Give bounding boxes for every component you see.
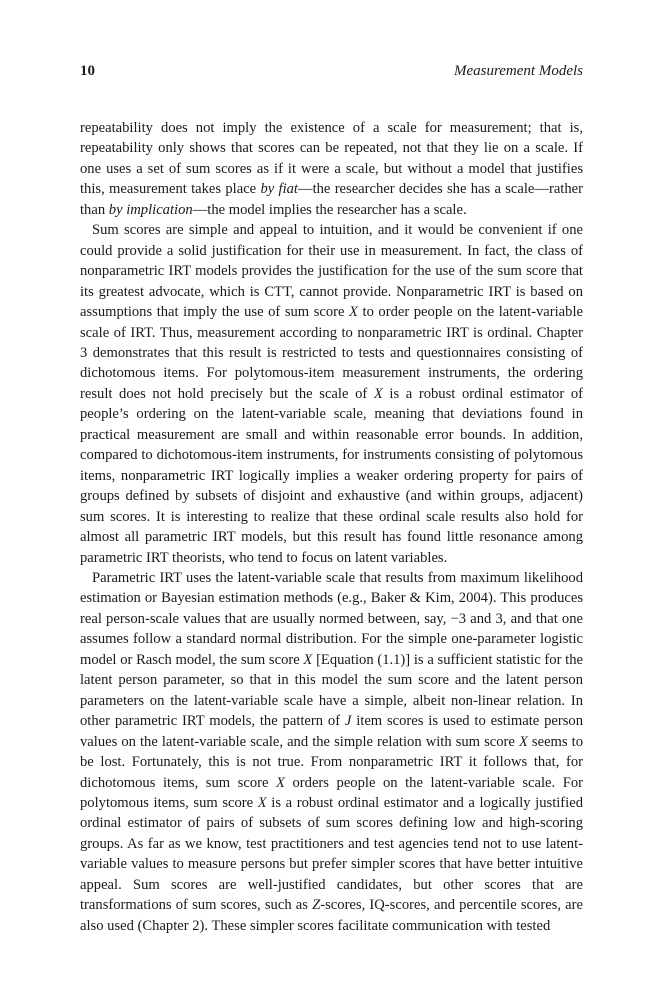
- body-text: [80, 118, 583, 936]
- italic-variable-x: X: [303, 651, 313, 668]
- paragraph-continuation: [80, 118, 583, 220]
- text-span: [Equation (1.1)] is a sufficient statistic for the latent person parameter, so that in this model the sum score and the latent person parameters on the latent-variable scale have a simple, albeit non-linear relation. In other parametric IRT models, the pattern of: [80, 651, 583, 730]
- text-span: Sum scores are simple and appeal to intuition, and it would be convenient if one could provide a solid justification for their use in measurement. In fact, the class of nonparametric IRT models provides the justification for the use of the sum score that its greatest advocate, which is CTT, cannot provide. Nonparametric IRT is based on assumptions that imply the use of sum score: [80, 222, 583, 321]
- running-head: [80, 62, 583, 80]
- italic-term-by-implication: by implication: [108, 201, 193, 218]
- paragraph-sum-scores: [80, 220, 583, 568]
- running-title: Measurement Models: [454, 63, 583, 79]
- italic-term-by-fiat: by fiat: [260, 181, 298, 198]
- italic-variable-x: X: [349, 304, 358, 321]
- text-span: to order people on the latent-variable scale of IRT. Thus, measurement according to nonparametric IRT is ordinal. Chapter 3 demonstrates that this result is restricted to tests and questionnaires consisting of dichotomous items. For polytomous-item measurement instruments, the ordering result does not hold precisely but the scale of: [80, 304, 583, 402]
- text-span: seems to be lost. Fortunately, this is not true. From nonparametric IRT it follows that, for dichotomous items, sum score: [80, 733, 583, 791]
- page-number: 10: [80, 63, 95, 79]
- text-span: -scores, IQ-scores, and percentile scores, are also used (Chapter 2). These simpler scores facilitate communication with tested: [80, 897, 583, 934]
- italic-variable-x: X: [373, 385, 383, 402]
- text-span: is a robust ordinal estimator and a logically justified ordinal estimator of pairs of subsets of sum scores defining low and high-scoring groups. As far as we know, test practitioners and test agencies tend not to use latent-variable values to measure persons but prefer simpler scores that have better intuitive appeal. Sum scores are well-justified candidates, but other scores that are transformations of sum scores, such as: [80, 794, 583, 914]
- text-span: orders people on the latent-variable scale. For polytomous items, sum score: [80, 774, 583, 811]
- text-span: —the model implies the researcher has a scale.: [192, 201, 467, 218]
- text-span: Parametric IRT uses the latent-variable scale that results from maximum likelihood estimation or Bayesian estimation methods (e.g., Baker & Kim, 2004). This produces real person-scale values that are usually normed between, say, −3 and 3, and that one assumes follow a standard normal distribution. For the simple one-parameter logistic model or Rasch model, the sum score: [80, 569, 583, 668]
- italic-variable-z: Z: [312, 897, 321, 914]
- text-span: is a robust ordinal estimator of people’s ordering on the latent-variable scale, meaning that deviations found in practical measurement are small and within reasonable error bounds. In addition, compared to dichotomous-item instruments, for instruments consisting of polytomous items, nonparametric IRT logically implies a weaker ordering property for pairs of groups defined by subsets of disjoint and exhaustive (and within groups, adjacent) sum scores. It is interesting to realize that these ordinal scale results also hold for almost all parametric IRT models, but this result has found little resonance among parametric IRT theorists, who tend to focus on latent variables.: [80, 385, 583, 566]
- text-span: item scores is used to estimate person values on the latent-variable scale, and the simple relation with sum score: [80, 713, 583, 750]
- italic-variable-j: J: [344, 713, 352, 730]
- text-span: —the researcher decides she has a scale—rather than: [80, 181, 583, 218]
- book-page: [80, 62, 583, 936]
- italic-variable-x: X: [518, 733, 528, 750]
- text-span: repeatability does not imply the existence of a scale for measurement; that is, repeatability only shows that scores can be repeated, not that they lie on a scale. If one uses a set of sum scores as if it were a scale, but without a model that justifies this, measurement takes place: [80, 120, 583, 198]
- paragraph-parametric-irt: [80, 568, 583, 936]
- italic-variable-x: X: [276, 774, 285, 791]
- italic-variable-x: X: [257, 794, 267, 811]
